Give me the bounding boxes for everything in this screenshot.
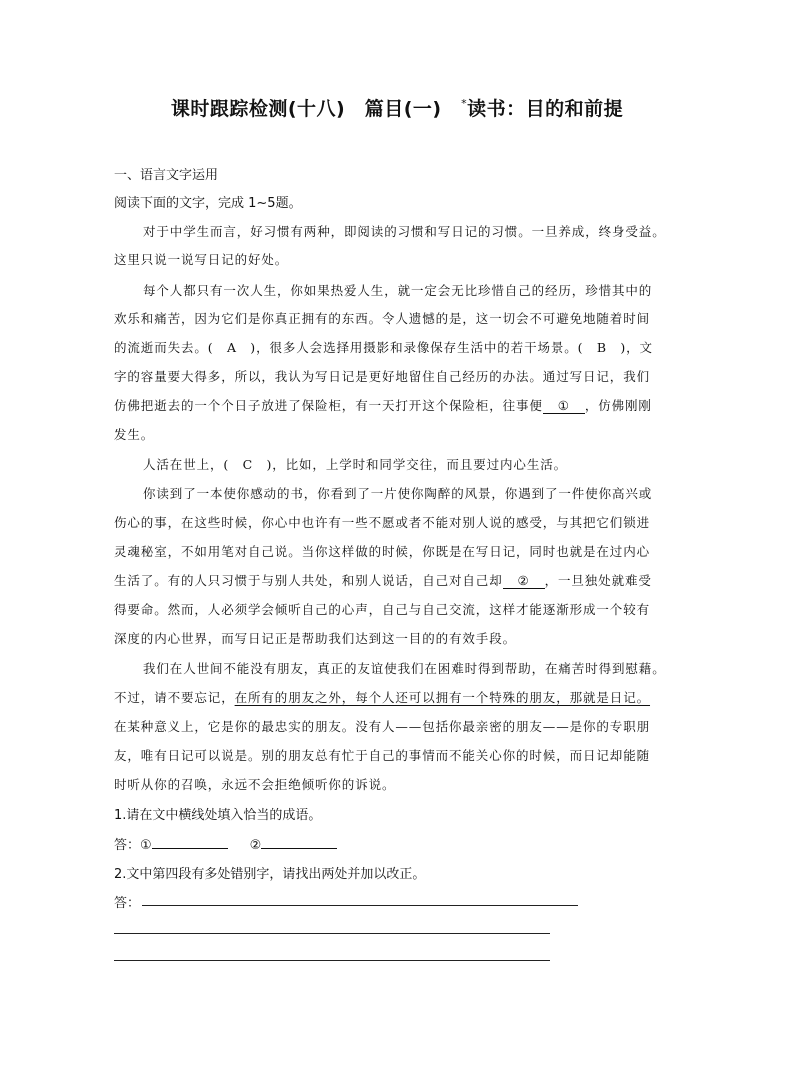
passage-line: 的流逝而失去。( A )，很多人会选择用摄影和录像保存生活中的若干场景。( B )，文 (114, 340, 653, 355)
passage-line: 我们在人世间不能没有朋友，真正的友谊使我们在困难时得到帮助，在痛苦时得到慰藉。 (143, 661, 666, 676)
passage-line: 欢乐和痛苦，因为它们是你真正拥有的东西。令人遗憾的是，这一切会不可避免地随着时间 (114, 311, 651, 326)
answer-2-line-3[interactable] (114, 960, 550, 961)
passage-line: 灵魂秘室，不如用笔对自己说。当你这样做的时候，你既是在写日记，同时也就是在过内心 (114, 544, 651, 559)
passage-line: 这里只说一说写日记的好处。 (114, 252, 289, 267)
passage-line: 深度的内心世界，而写日记正是帮助我们达到这一目的的有效手段。 (114, 631, 517, 646)
answer-2-line-2[interactable] (114, 933, 550, 934)
passage-text: 仿佛把逝去的一个个日子放进了保险柜，有一天打开这个保险柜，往事便 (114, 398, 543, 413)
answer-label: 答： (114, 838, 141, 853)
passage-line: 对于中学生而言，好习惯有两种，即阅读的习惯和写日记的习惯。一旦养成，终身受益。 (143, 224, 666, 239)
passage-line (114, 571, 652, 589)
passage-text: 不过，请不要忘记， (114, 690, 235, 705)
passage-line: 友，唯有日记可以说是。别的朋友总有忙于自己的事情而不能关心你的时候，而日记却能随 (114, 748, 651, 763)
passage-line: 每个人都只有一次人生，你如果热爱人生，就一定会无比珍惜自己的经历，珍惜其中的 (143, 283, 653, 298)
answer-2-label: 答： (114, 896, 141, 911)
passage-text: ，仿佛刚刚 (584, 398, 652, 413)
answer-1-line (114, 834, 337, 853)
title-sub: 读书：目的和前提 (467, 98, 624, 120)
underlined-sentence: 在所有的朋友之外，每个人还可以拥有一个特殊的朋友，那就是日记。 (234, 690, 651, 705)
question-1: 1.请在文中横线处填入恰当的成语。 (114, 808, 322, 823)
fill-blank-2: ② (503, 574, 545, 589)
answer-1-blank-b[interactable] (261, 848, 337, 849)
section-heading: 一、语言文字运用 (114, 168, 219, 183)
passage-line: 字的容量要大得多，所以，我认为写日记是更好地留住自己经历的办法。通过写日记，我们 (114, 369, 651, 384)
passage-line (114, 688, 650, 706)
passage-line: 发生。 (114, 427, 155, 442)
page-title (0, 94, 794, 121)
passage-text: 生活了。有的人只习惯于与别人共处，和别人说话，自己对自己却 (114, 573, 503, 588)
passage-line: 得要命。然而，人必须学会倾听自己的心声，自己与自己交流，这样才能逐渐形成一个较有 (114, 602, 651, 617)
section-instruction: 阅读下面的文字，完成 1~5题。 (114, 196, 302, 211)
passage-line (114, 396, 652, 414)
passage-line: 伤心的事，在这些时候，你心中也许有一些不愿或者不能对别人说的感受，与其把它们锁进 (114, 515, 651, 530)
answer-1-blank-a[interactable] (152, 848, 228, 849)
passage-line: 在某种意义上，它是你的最忠实的朋友。没有人——包括你最亲密的朋友——是你的专职朋 (114, 719, 651, 734)
question-2: 2.文中第四段有多处错别字，请找出两处并加以改正。 (114, 867, 426, 882)
title-main: 课时跟踪检测(十八) 篇目(一) (170, 98, 462, 120)
passage-text: ，一旦独处就难受 (544, 573, 652, 588)
passage-line: 人活在世上，( C )，比如，上学时和同学交往，而且要过内心生活。 (143, 457, 568, 472)
fill-blank-1: ① (543, 399, 585, 414)
answer-mark-1: ① (140, 838, 152, 853)
passage-line: 时听从你的召唤，永远不会拒绝倾听你的诉说。 (114, 777, 396, 792)
answer-mark-2: ② (249, 838, 262, 853)
answer-2-line-1[interactable] (142, 905, 578, 906)
passage-line: 你读到了一本使你感动的书，你看到了一片使你陶醉的风景，你遇到了一件使你高兴或 (143, 486, 653, 501)
title-star: * (461, 97, 468, 110)
